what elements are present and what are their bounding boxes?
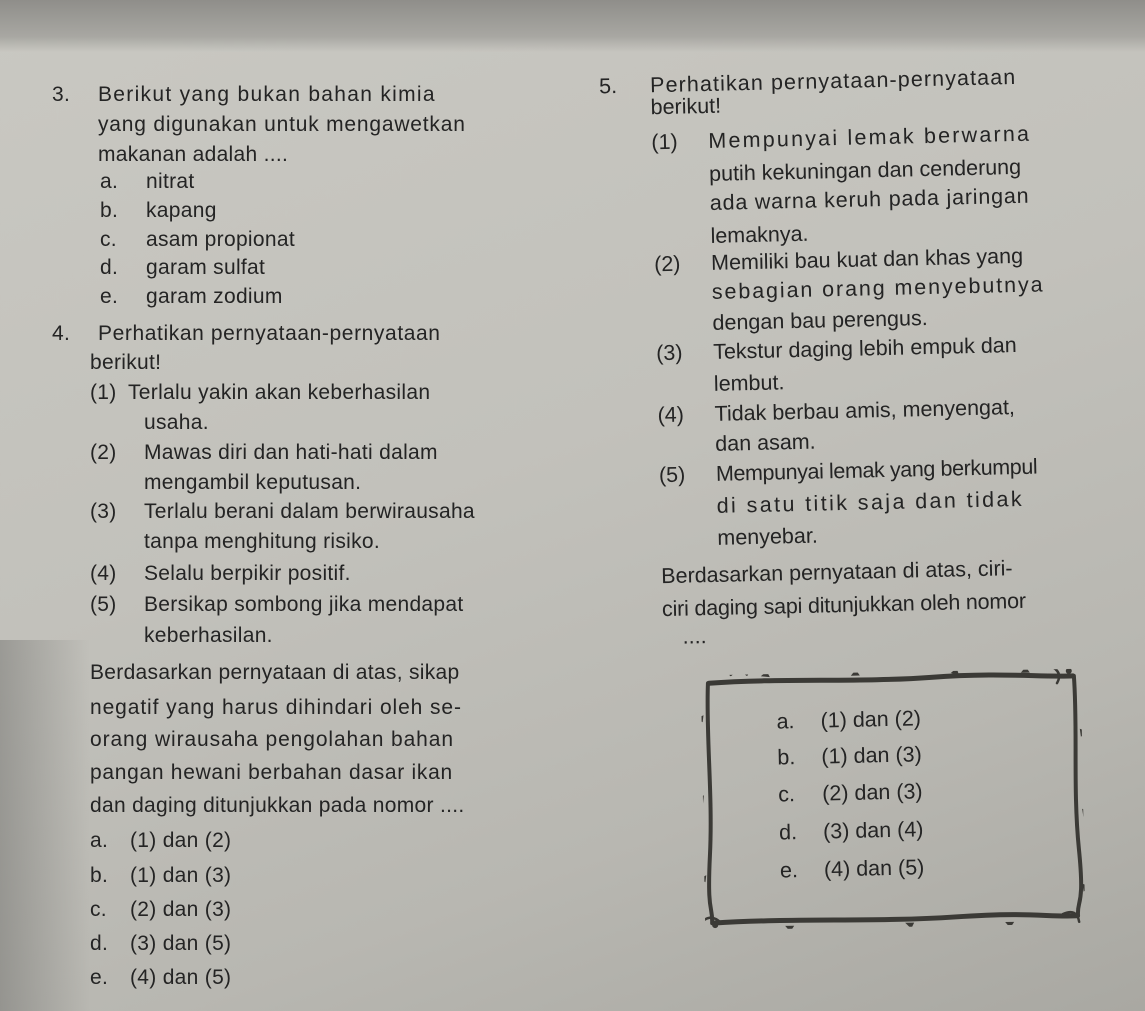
question-4-statement-4-line-1: Selalu berpikir positif. (144, 562, 351, 585)
question-4-prompt-line-4: pangan hewani berbahan dasar ikan (90, 761, 453, 784)
question-5-option-a-text: (1) dan (2) (820, 706, 922, 733)
question-5-statement-4-line-2: dan asam. (714, 429, 816, 456)
question-5-statement-1-line-2: putih kekuningan dan cenderung (708, 154, 1022, 186)
question-4-statement-2-line-2: mengambil keputusan. (144, 471, 362, 494)
question-4-statement-1-line-1: Terlalu yakin akan keberhasilan (128, 381, 431, 404)
question-5-statement-2-line-2: sebagian orang menyebutnya (711, 272, 1045, 304)
question-4-statement-3-line-1: Terlalu berani dalam berwirausaha (144, 500, 475, 523)
question-3-option-a-text: nitrat (146, 170, 195, 193)
question-4-prompt-line-5: dan daging ditunjukkan pada nomor .... (90, 794, 465, 817)
question-5-statement-1-line-1: Mempunyai lemak berwarna (708, 121, 1032, 153)
question-4-statement-2-line-1: Mawas diri dan hati-hati dalam (144, 441, 438, 464)
question-4-statement-2-num: (2) (90, 441, 117, 464)
question-5-line-1: Perhatikan pernyataan-pernyataan (649, 64, 1017, 98)
question-3-option-a-key: a. (100, 170, 119, 193)
question-3-option-b-text: kapang (146, 199, 217, 222)
question-3-number: 3. (52, 83, 71, 106)
question-5-statement-3-num: (3) (655, 340, 683, 366)
question-5-statement-1-num: (1) (651, 129, 678, 155)
question-4-statement-3-line-2: tanpa menghitung risiko. (144, 530, 381, 553)
question-5-statement-2-line-3: dengan bau perengus. (712, 306, 928, 335)
question-4-option-a-key: a. (90, 829, 109, 852)
question-5-statement-3-line-1: Tekstur daging lebih empuk dan (712, 333, 1017, 364)
question-5-prompt-line-1: Berdasarkan pernyataan di atas, ciri- (660, 556, 1013, 589)
question-4-option-d-text: (3) dan (5) (130, 932, 232, 955)
question-4-option-c-key: c. (90, 898, 107, 921)
question-4-line-1: Perhatikan pernyataan-pernyataan (98, 322, 441, 345)
question-5-statement-5-line-1: Mempunyai lemak yang berkumpul (715, 454, 1038, 486)
question-3-option-c-text: asam propionat (146, 228, 295, 251)
question-5-option-c-text: (2) dan (3) (821, 779, 923, 806)
question-4-option-b-text: (1) dan (3) (130, 864, 232, 887)
question-5-statement-3-line-2: lembut. (713, 370, 785, 396)
question-5-option-d-key: d. (778, 820, 798, 845)
question-3-line-2: yang digunakan untuk mengawetkan (98, 113, 466, 136)
question-5-statement-4-line-1: Tidak berbau amis, menyengat, (714, 395, 1016, 426)
question-4-statement-4-num: (4) (90, 562, 117, 585)
question-4-prompt-line-3: orang wirausaha pengolahan bahan (90, 728, 454, 751)
question-3-option-d-key: d. (100, 256, 119, 279)
question-4-statement-3-num: (3) (90, 500, 117, 523)
question-4-statement-5-line-1: Bersikap sombong jika mendapat (144, 593, 464, 616)
question-3-option-b-key: b. (100, 199, 119, 222)
question-5-statement-5-num: (5) (658, 462, 686, 488)
question-4-option-d-key: d. (90, 932, 109, 955)
question-4-statement-1-num: (1) (90, 381, 117, 404)
question-5-statement-1-line-3: ada warna keruh pada jaringan (709, 183, 1030, 215)
question-5-option-b-text: (1) dan (3) (821, 742, 922, 769)
question-3-option-e-key: e. (100, 285, 119, 308)
question-5-statement-4-num: (4) (657, 402, 685, 428)
question-4-statement-5-num: (5) (90, 593, 117, 616)
question-5-statement-2-num: (2) (653, 251, 681, 277)
question-3-option-d-text: garam sulfat (146, 256, 266, 279)
question-4-option-e-text: (4) dan (5) (130, 966, 232, 989)
question-5-statement-5-line-2: di satu titik saja dan tidak (716, 486, 1025, 518)
question-5-statement-5-line-3: menyebar. (717, 523, 819, 550)
question-3-option-c-key: c. (100, 228, 117, 251)
question-4-statement-1-line-2: usaha. (144, 411, 209, 434)
question-4-option-a-text: (1) dan (2) (130, 829, 232, 852)
question-4-option-e-key: e. (90, 966, 109, 989)
question-4-statement-5-line-2: keberhasilan. (144, 624, 273, 647)
question-4-number: 4. (52, 322, 71, 345)
question-4-line-2: berikut! (90, 351, 162, 374)
question-5-option-e-text: (4) dan (5) (823, 855, 925, 882)
question-5-statement-1-line-4: lemaknya. (710, 221, 809, 248)
question-3-option-e-text: garam zodium (146, 285, 283, 308)
question-5-option-a-key: a. (776, 709, 795, 734)
question-5-statement-2-line-1: Memiliki bau kuat dan khas yang (710, 243, 1024, 275)
question-5-prompt-line-2: ciri daging sapi ditunjukkan oleh nomor (661, 588, 1027, 622)
question-5-line-2: berikut! (650, 93, 722, 120)
question-5-number: 5. (598, 74, 618, 99)
question-5-prompt-line-3: .... (682, 624, 707, 649)
question-4-prompt-line-2: negatif yang harus dihindari oleh se- (90, 696, 462, 719)
question-3-line-3: makanan adalah .... (98, 143, 289, 166)
question-4-option-b-key: b. (90, 864, 109, 887)
question-4-prompt-line-1: Berdasarkan pernyataan di atas, sikap (90, 661, 460, 684)
question-5-option-b-key: b. (777, 745, 796, 770)
question-3-line-1: Berikut yang bukan bahan kimia (98, 83, 436, 106)
question-5-option-e-key: e. (779, 858, 799, 883)
question-5-option-d-text: (3) dan (4) (822, 817, 924, 844)
question-4-option-c-text: (2) dan (3) (130, 898, 232, 921)
question-5-option-c-key: c. (777, 782, 796, 807)
